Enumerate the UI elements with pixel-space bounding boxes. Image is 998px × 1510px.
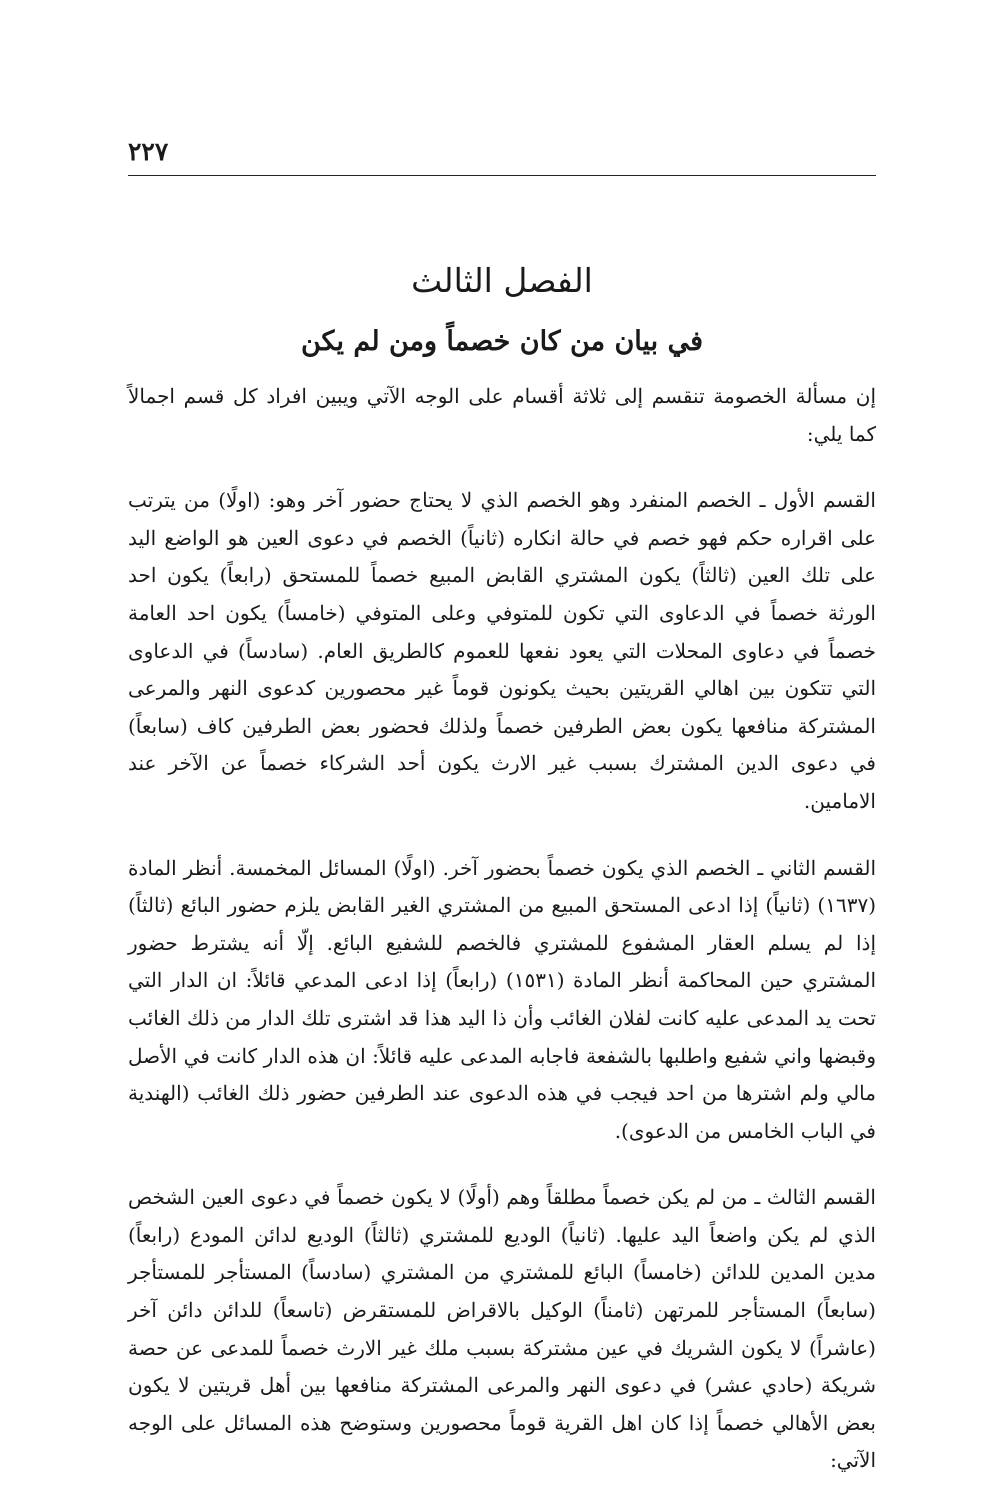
section-two-paragraph: القسم الثاني ـ الخصم الذي يكون خصماً بحضور آخر. (اولًا) المسائل المخمسة. أنظر المادة (١٦٣٧) (ثانياً) إذا ادعى المستحق المبيع من المشتري الغير القابض يلزم حضور البائع (ثالثاً) إذا لم يسلم العقار المشفوع للمشتري فالخصم للشفيع البائع. إلّا أنه يشترط حضور المشتري حين المحاكمة أنظر المادة (١٥٣١) (رابعاً) إذا ادعى المدعي قائلاً: ان الدار التي تحت يد المدعى عليه كانت لفلان الغائب وأن ذا اليد هذا قد اشترى تلك الدار من ذلك الغائب وقبضها واني شفيع واطلبها بالشفعة فاجابه المدعى عليه قائلاً: ان هذه الدار كانت في الأصل مالي ولم اشترها من احد فيجب في هذه الدعوى عند الطرفين حضور ذلك الغائب (الهندية في الباب الخامس من الدعوى).: [128, 855, 876, 1143]
body-text: [128, 378, 876, 1509]
intro-paragraph: إن مسألة الخصومة تنقسم إلى ثلاثة أقسام على الوجه الآتي ويبين افراد كل قسم اجمالاً كما يلي:: [128, 384, 876, 446]
section-three-paragraph: القسم الثالث ـ من لم يكن خصماً مطلقاً وهم (أولًا) لا يكون خصماً في دعوى العين الشخص الذي لم يكن واضعاً اليد عليها. (ثانياً) الوديع للمشتري (ثالثاً) الوديع لدائن المودع (رابعاً) مدين المدين للدائن (خامساً) البائع للمشتري من المشتري (سادساً) المستأجر للمستأجر (سابعاً) المستأجر للمرتهن (ثامناً) الوكيل بالاقراض للمستقرض (تاسعاً) للدائن دائن آخر (عاشراً) لا يكون الشريك في عين مشتركة بسبب ملك غير الارث خصماً للمدعى عن حصة شريكة (حادي عشر) في دعوى النهر والمرعى المشتركة منافعها بين أهل قريتين لا يكون بعض الأهالي خصماً إذا كان اهل القرية قوماً محصورين وستوضح هذه المسائل على الوجه الآتي:: [128, 1185, 876, 1473]
section-one-paragraph: القسم الأول ـ الخصم المنفرد وهو الخصم الذي لا يحتاج حضور آخر وهو: (اولًا) من يترتب على اقراره حكم فهو خصم في حالة انكاره (ثانياً) الخصم في دعوى العين هو الواضع اليد على تلك العين (ثالثاً) يكون المشتري القابض المبيع خصماً للمستحق (رابعاً) يكون احد الورثة خصماً في الدعاوى التي تكون للمتوفي وعلى المتوفي (خامساً) يكون احد العامة خصماً في دعاوى المحلات التي يعود نفعها للعموم كالطريق العام. (سادساً) في الدعاوى التي تتكون بين اهالي القريتين بحيث يكونون قوماً غير محصورين كدعوى النهر والمرعى المشتركة منافعها يكون بعض الطرفين خصماً ولذلك فحضور بعض الطرفين كاف (سابعاً) في دعوى الدين المشترك بسبب غير الارث يكون أحد الشركاء خصماً عن الآخر عند الامامين.: [128, 488, 876, 813]
page-number: ٢٢٧: [128, 137, 169, 166]
chapter-subtitle: في بيان من كان خصماً ومن لم يكن: [300, 326, 704, 357]
header-rule: [128, 175, 876, 176]
chapter-title: الفصل الثالث: [411, 261, 593, 300]
